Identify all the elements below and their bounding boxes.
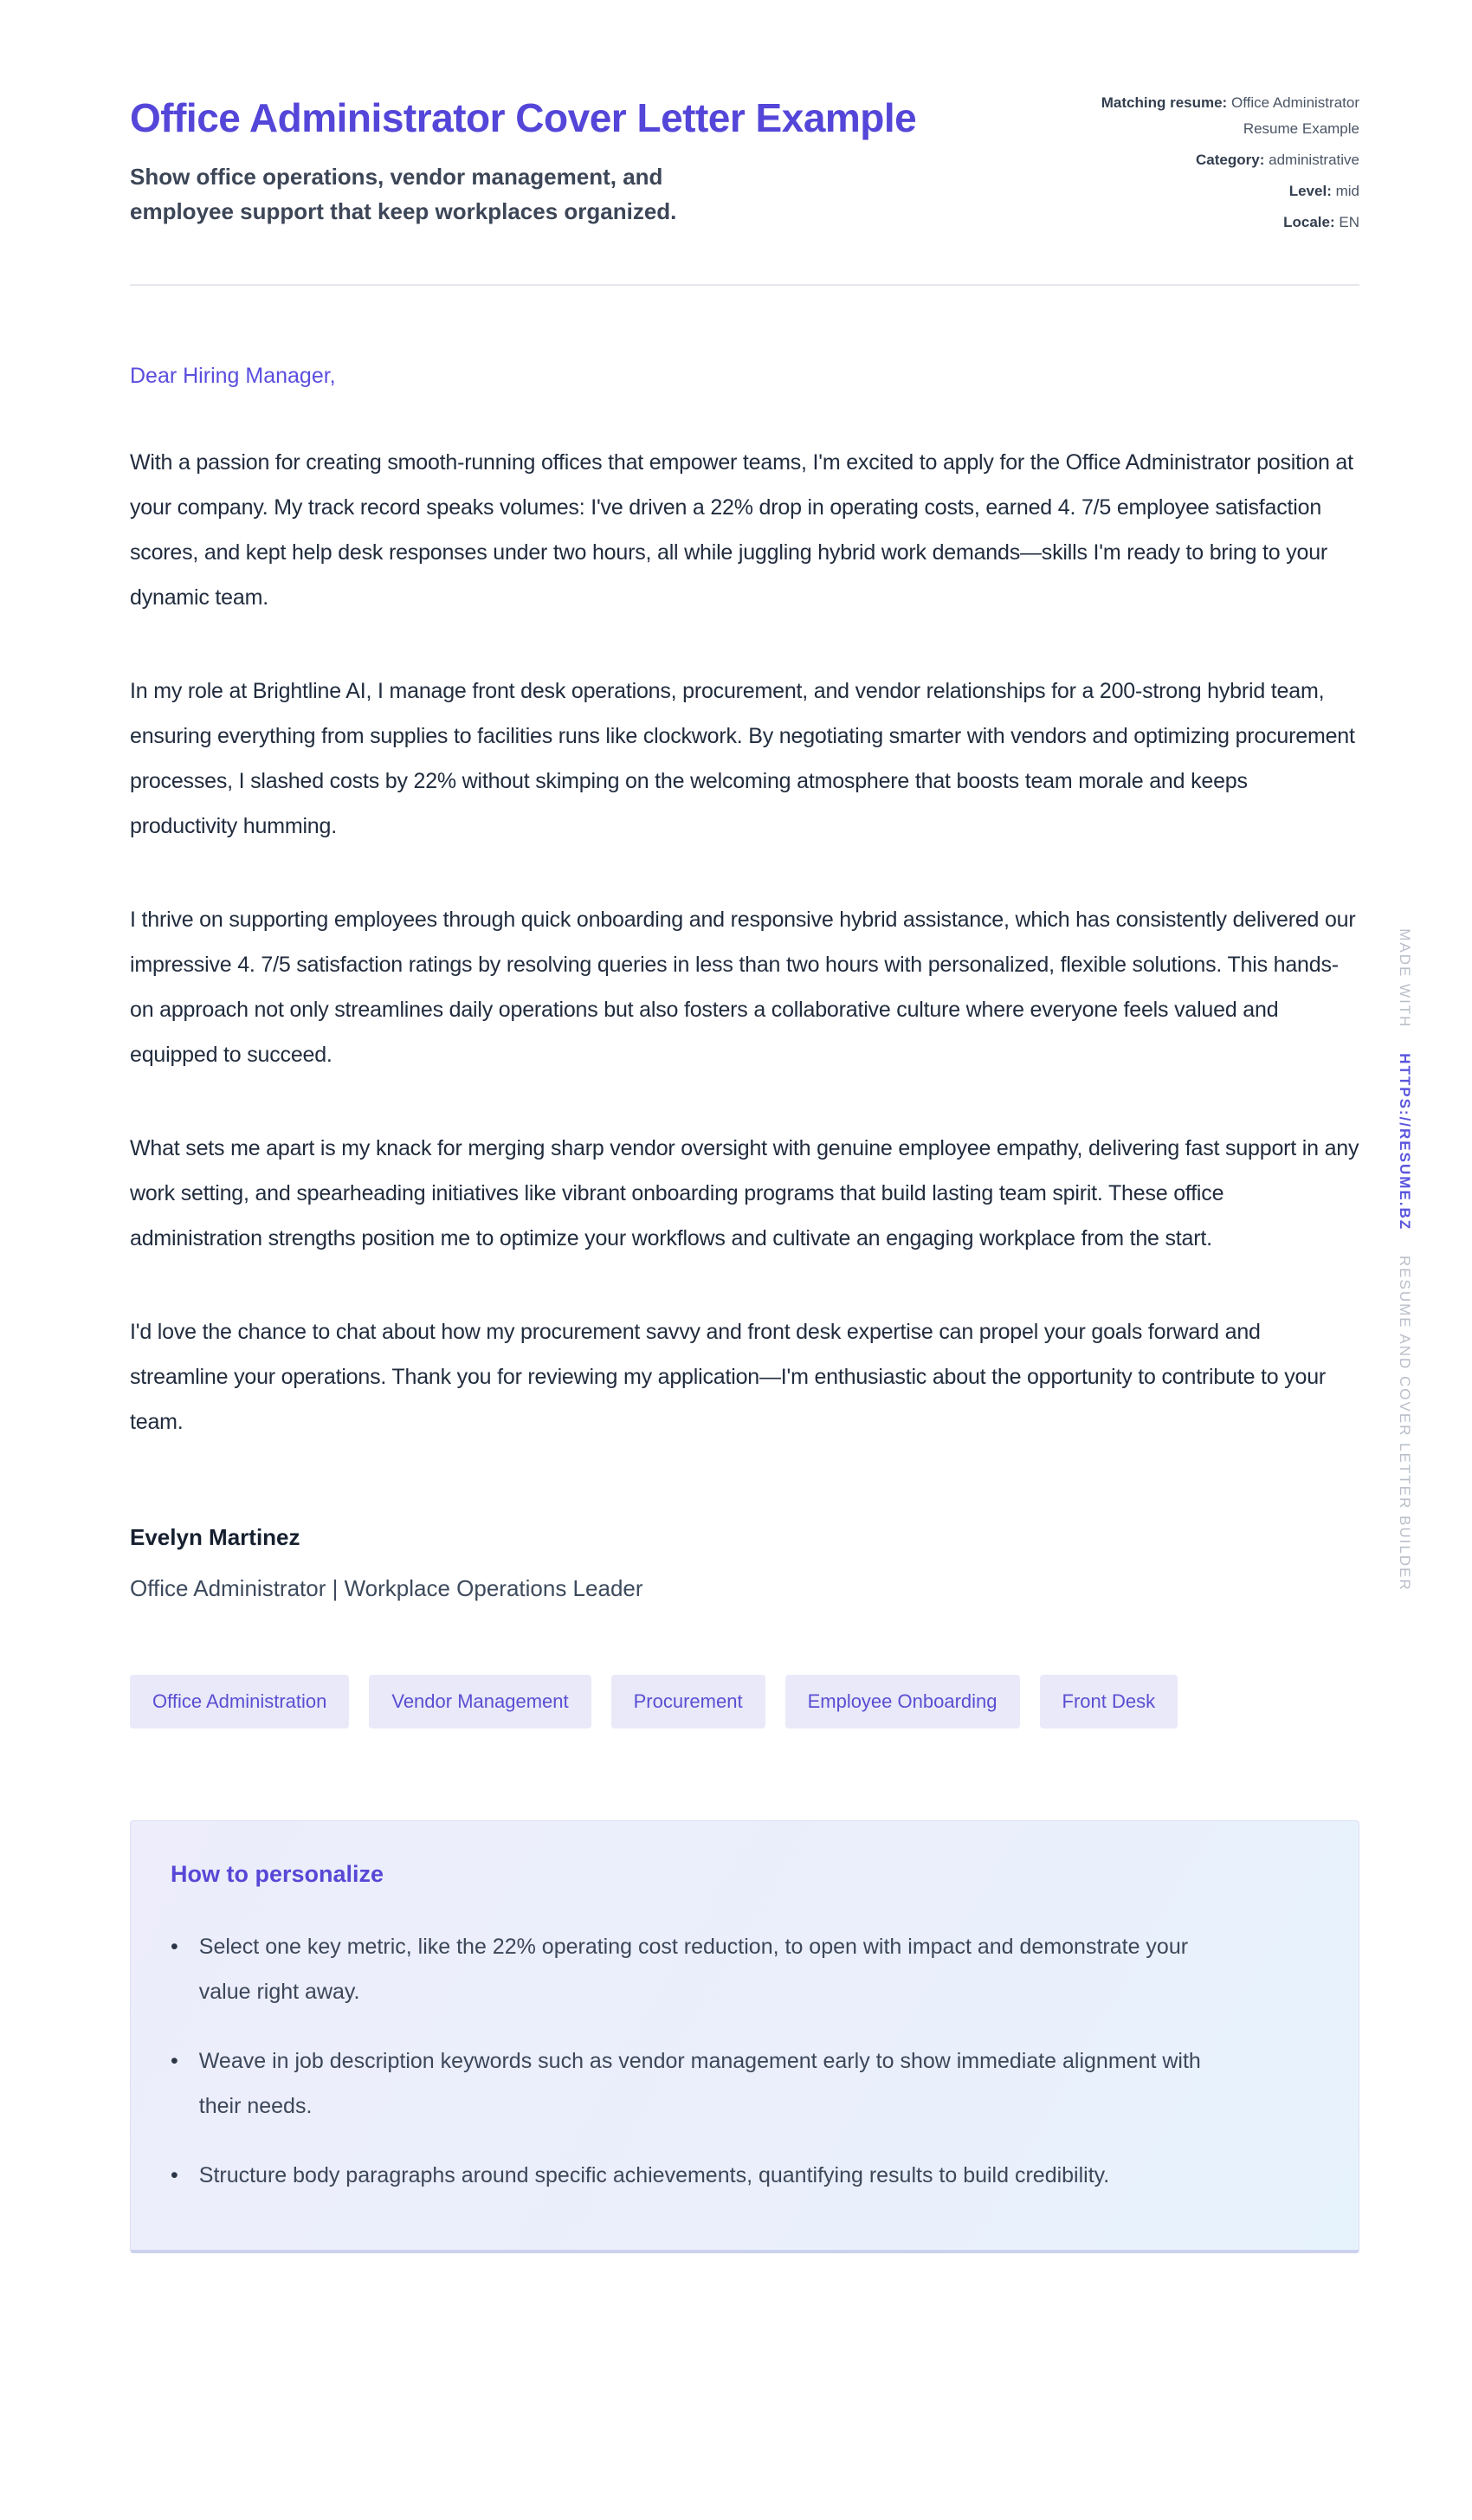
personalize-heading: How to personalize <box>171 1861 384 1887</box>
letter-paragraph-4: What sets me apart is my knack for merging sharp vendor oversight with genuine employee empathy, delivering fast support in any work setting, and spearheading initiatives like vibrant onboarding programs that build lasting team spirit. These office administration strengths position me to optimize your workflows and cultivate an engaging workplace from the start. <box>130 1136 1359 1250</box>
letter-body <box>130 360 1359 1602</box>
personalize-bullet-2-text: Weave in job description keywords such as vendor management early to show immediate alignment with their needs. <box>198 2049 1201 2118</box>
tag-list <box>130 1675 1359 1728</box>
meta-category <box>1100 147 1359 173</box>
personalize-bullet-3 <box>171 2153 1227 2198</box>
bullet-icon: • <box>171 1935 178 1959</box>
meta-locale-label: Locale: <box>1283 214 1335 230</box>
bullet-icon: • <box>171 2163 178 2187</box>
page-subtitle: Show office operations, vendor management, and employee support that keep workplaces organized. <box>130 164 677 224</box>
watermark-link[interactable]: HTTPS://RESUME.BZ <box>1397 1053 1413 1231</box>
meta-level-label: Level: <box>1288 183 1332 199</box>
signature-name: Evelyn Martinez <box>130 1524 300 1550</box>
cover-letter-page <box>130 0 1359 2253</box>
watermark <box>1396 928 1413 1592</box>
meta-block <box>1100 88 1359 241</box>
header <box>130 88 1359 241</box>
tag-front-desk: Front Desk <box>1040 1675 1178 1728</box>
header-title-block <box>130 88 1100 229</box>
personalize-bullet-3-text: Structure body paragraphs around specific achievements, quantifying results to build credibility. <box>198 2163 1110 2187</box>
meta-matching-resume-value: Office Administrator Resume Example <box>1230 94 1359 137</box>
tag-employee-onboarding: Employee Onboarding <box>785 1675 1020 1728</box>
meta-matching-resume-label: Matching resume: <box>1101 94 1228 111</box>
salutation: Dear Hiring Manager, <box>130 364 336 388</box>
meta-locale <box>1100 210 1359 236</box>
personalize-list <box>171 1924 1317 2198</box>
meta-category-value: administrative <box>1269 152 1359 168</box>
watermark-suffix: RESUME AND COVER LETTER BUILDER <box>1397 1255 1413 1592</box>
letter-paragraph-5: I'd love the chance to chat about how my procurement savvy and front desk expertise can propel your goals forward and streamline your operations. Thank you for reviewing my application—I'm enthusiastic about the opportunity to contribute to your team. <box>130 1320 1327 1434</box>
meta-category-label: Category: <box>1196 152 1265 168</box>
tag-office-administration: Office Administration <box>130 1675 349 1728</box>
meta-matching-resume <box>1100 90 1359 142</box>
tag-procurement: Procurement <box>611 1675 765 1728</box>
personalize-bullet-2 <box>171 2039 1227 2129</box>
signature-role: Office Administrator | Workplace Operations Leader <box>130 1575 643 1601</box>
letter-paragraph-3: I thrive on supporting employees through quick onboarding and responsive hybrid assistance, which has consistently delivered our impressive 4. 7/5 satisfaction ratings by resolving queries in less than two hours with personalized, flexible solutions. This hands-on approach not only streamlines daily operations but also fosters a collaborative culture where everyone feels valued and equipped to succeed. <box>130 908 1356 1067</box>
divider <box>130 284 1359 286</box>
letter-paragraph-2: In my role at Brightline AI, I manage front desk operations, procurement, and vendor relationships for a 200-strong hybrid team, ensuring everything from supplies to facilities runs like clockwork. By negotiating smarter with vendors and optimizing procurement processes, I slashed costs by 22% without skimping on the welcoming atmosphere that boosts team morale and keeps productivity humming. <box>130 679 1355 838</box>
watermark-prefix: MADE WITH <box>1397 928 1413 1029</box>
letter-paragraph-1: With a passion for creating smooth-running offices that empower teams, I'm excited to apply for the Office Administrator position at your company. My track record speaks volumes: I've driven a 22% drop in operating costs, earned 4. 7/5 employee satisfaction scores, and kept help desk responses under two hours, all while juggling hybrid work demands—skills I'm ready to bring to your dynamic team. <box>130 450 1353 610</box>
personalize-bullet-1 <box>171 1924 1227 2014</box>
page-title: Office Administrator Cover Letter Example <box>130 95 917 140</box>
personalize-bullet-1-text: Select one key metric, like the 22% operating cost reduction, to open with impact and demonstrate your value right away. <box>198 1935 1189 2004</box>
meta-level-value: mid <box>1335 183 1359 199</box>
personalize-box <box>130 1820 1359 2253</box>
meta-level <box>1100 178 1359 204</box>
tag-vendor-management: Vendor Management <box>369 1675 591 1728</box>
bullet-icon: • <box>171 2049 178 2073</box>
meta-locale-value: EN <box>1339 214 1359 230</box>
